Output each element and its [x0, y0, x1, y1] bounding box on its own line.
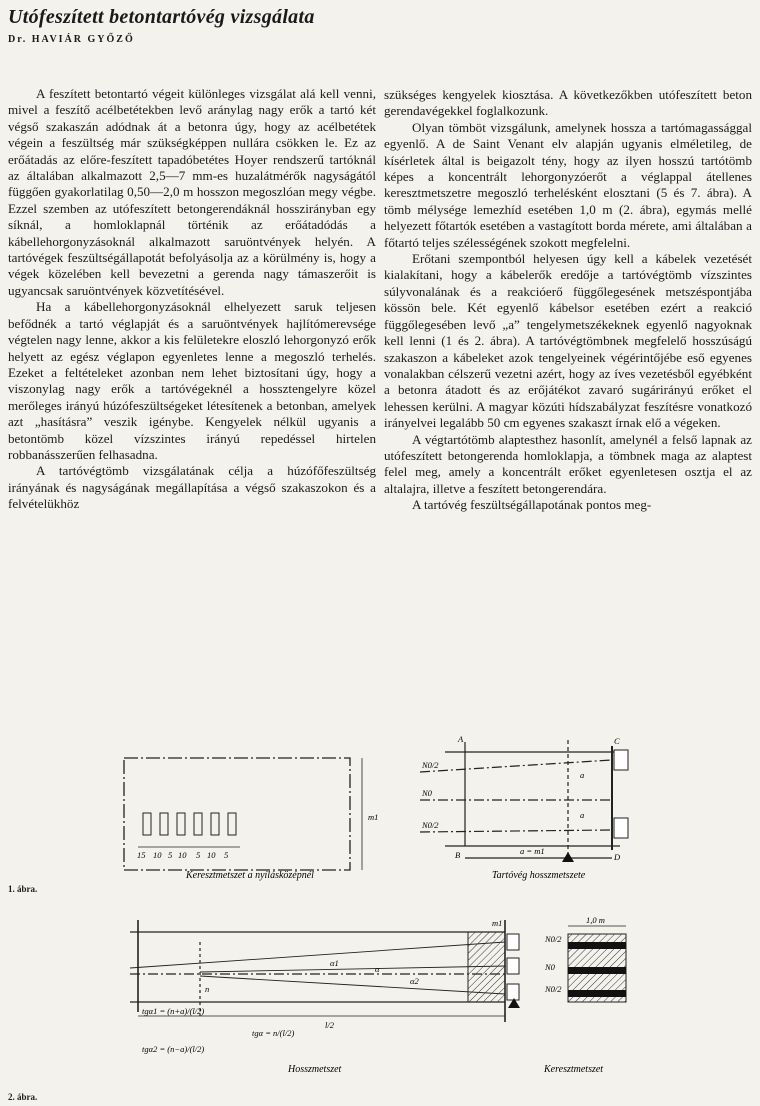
paragraph: A feszített betontartó végeit különleges vizsgálat alá kell venni, mivel a feszítő acélbetétekben levő aránylag nagy erők a tartó két végső szakaszán adódnak át a betonra úgy, hogy az acélbetétek végein a feszültség már szükségképpen nullára csökken le. Ez az erőátadás az előre-feszített tapadóbetétes Hoyer rendszerű tartóknál az általában alkalmazott 2,5—7 mm-es huzalátmérők nagyságától függően gyakorlatilag 0,50—2,0 m hosszon megoszlóan megy végbe. Ezzel szemben az utófeszített betongerendáknál hosszirányban egy síknál, a homloklapnál történik az erőátadódás a kábellehorgonyzásoknál alkalmazott saruöntvények helyén. A tartóvégek feszültségállapotát befolyásolja az a körülmény is, hogy a végek közelében kell bevezetni a gerenda nagy támaszerőit is ugyancsak saruöntvények közvetítésével. — [8, 86, 376, 298]
dim-label: 5 — [196, 850, 201, 860]
label-B: B — [455, 850, 461, 860]
label-a-eq-m1: a = m1 — [520, 846, 545, 856]
paragraph: Olyan tömböt vizsgálunk, amelynek hossza a tartómagassággal egyenlő. A de Saint Venant elv alapján ugyanis elméletileg, de kísérletek által is beigazolt tény, hogy az ilyen hosszú tartótömb képes a koncentrált lehorgonyzóerőt a véglappal átellenes keresztmetszetre megoszló terhelésként elosztani (5 és 7. ábra). A tömb mélysége lemezhíd esetében 1,0 m (2. ábra), egymás mellé helyezett főtartók esetében a vastagított borda mérete, ami általában a főtartó teljes szélességének szokott megfelelni. — [384, 119, 752, 250]
dim-m1-label: m1 — [368, 812, 379, 822]
fig1-right-labels — [421, 734, 621, 862]
figure-1-drawing — [0, 730, 760, 900]
label-alpha1: α1 — [330, 958, 339, 968]
dim-label: 15 — [137, 850, 146, 860]
fig2-caption-left: Hosszmetszet — [288, 1064, 342, 1075]
dim-1m: 1,0 m — [586, 915, 605, 925]
label-m1: m1 — [492, 918, 503, 928]
label-N0-half: N0/2 — [422, 820, 439, 830]
figure-2-label: 2. ábra. — [8, 1092, 38, 1102]
cable-ducts — [143, 813, 236, 835]
label-C: C — [614, 736, 620, 746]
label-N0-half: N0/2 — [545, 984, 562, 994]
paragraph: A tartóvégtömb vizsgálatának célja a húzófőfeszültség irányának és nagyságának megállapítása a végső szakaszokon és a felvételükhöz — [8, 463, 376, 512]
figure-1-label: 1. ábra. — [8, 884, 38, 894]
fig1-caption-right: Tartóvég hosszmetszete — [492, 870, 586, 881]
fig2-caption-right: Keresztmetszet — [544, 1064, 604, 1075]
girder-end-section — [420, 740, 620, 858]
label-l-half: l/2 — [325, 1020, 334, 1030]
label-D: D — [614, 852, 621, 862]
dim-label: 5 — [168, 850, 173, 860]
fig1-caption-left: Keresztmetszet a nyílásközépnél — [186, 870, 314, 881]
label-n: n — [205, 984, 210, 994]
formula-tg-alpha1: tgα1 = (n+a)/(l/2) — [142, 1006, 205, 1016]
dim-label: 10 — [178, 850, 187, 860]
formula-tg-alpha: tgα = n/(l/2) — [252, 1028, 295, 1038]
right-text-column — [384, 87, 752, 514]
label-N0: N0 — [422, 788, 432, 798]
dim-label: 10 — [207, 850, 216, 860]
figure-2-drawing — [0, 912, 760, 1088]
label-alpha: α — [375, 964, 380, 974]
fig2-formulas — [142, 1006, 294, 1054]
cross-section-block — [568, 915, 626, 1002]
left-text-column — [8, 86, 376, 513]
anchor-plates — [614, 750, 628, 838]
paragraph: szükséges kengyelek kiosztása. A következőkben utófeszített beton gerendavégekkel foglalkozunk. — [384, 87, 752, 119]
dim-label: 5 — [224, 850, 229, 860]
paragraph: A végtartótömb alaptesthez hasonlít, amelynél a felső lapnak az utófeszített betongerenda homloklapja, a tömbnek maga az alaptest felel meg, amely a koncentrált erőket egyenletesen osztja el az altalajra, illetve a feszített betongerendára. — [384, 431, 752, 496]
dim-label: 10 — [153, 850, 162, 860]
article-author: Dr. HAVIÁR GYŐZŐ — [8, 34, 135, 45]
paragraph: Ha a kábellehorgonyzásoknál elhelyezett saruk teljesen befődnék a tartó véglapját és a saruöntvények hajlítómerevsége végtelen nagy lenne, akkor a kis felületekre eloszló lehorgonyzó erők helyett az egész véglapon egyenletes lenne a megoszló terhelés. Ezeket a feltételeket azonban nem lehet biztosítani úgy, hogy a viszonylag nagy erők a tartóvégeknél a hossztengelyre közel merőleges irányú húzófeszültségeket létesítenek a betonban, amelyek azt „hasításra” veszik igénybe. Kengyelek nélkül ugyanis a betontömb közel vízszintes irányú repedéssel hirtelen robbanásszerűen felhasadna. — [8, 299, 376, 462]
label-a: a — [580, 810, 585, 820]
label-N0: N0 — [545, 962, 555, 972]
end-block-hatched — [468, 932, 505, 1002]
paragraph: A tartóvég feszültségállapotának pontos meg- — [412, 497, 652, 513]
support-triangle — [562, 852, 574, 862]
label-a: a — [580, 770, 585, 780]
label-N0-half: N0/2 — [422, 760, 439, 770]
paragraph: Erőtani szempontból helyesen úgy kell a kábelek vezetését kialakítani, hogy a kábelerők eredője a tartóvégtömb vízszintes súlyvonalának és a reakcióerő függőlegesének metszéspontjába kössön bele. Két egyenlő kábelsor esetében ezért a reakció függőlegesében levő „a” tengelymetszékeknek egyenlő nagyoknak kell lenni (1 és 2. ábra). A tartóvégtömbnek megfelelő hosszúságú szakaszon a kábeleket azok tengelyeinek végérintőjébe eső egyenes vonalakban célszerű vezetni azért, hogy az íves vezetésből egyébként a betonra átadott és az erőjátékot zavaró sugárirányú erőket el lehessen kerülni. A magyar közúti hídszabályzat feszítésre vonatkozó irányelvei legalább 50 cm egyenes szakaszt írnak elő a végeken. — [384, 251, 752, 431]
anchor-plates — [507, 934, 519, 1000]
bottom-dimension-labels — [137, 850, 228, 860]
label-alpha2: α2 — [410, 976, 419, 986]
label-A: A — [458, 734, 464, 744]
formula-tg-alpha2: tgα2 = (n−a)/(l/2) — [142, 1044, 205, 1054]
article-title: Utófeszített betontartóvég vizsgálata — [8, 6, 315, 28]
label-N0-half: N0/2 — [545, 934, 562, 944]
